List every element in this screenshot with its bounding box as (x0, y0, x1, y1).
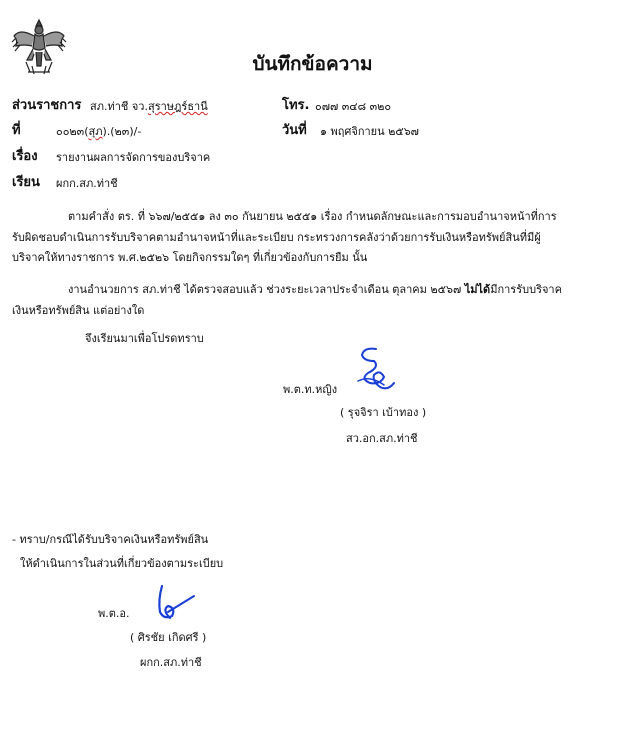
date-value: ๑ พฤศจิกายน ๒๕๖๗ (320, 125, 419, 138)
signer-1-rank: พ.ต.ท.หญิง (283, 383, 338, 396)
body-paragraph-1 (12, 207, 608, 269)
signer-2-position: ผกก.สภ.ท่าชี (140, 656, 202, 669)
agency-label: ส่วนราชการ (12, 98, 82, 113)
p2-line1-bold: ไม่ได้ (464, 283, 491, 296)
subject-label: เรื่อง (12, 149, 38, 164)
memo-title: บันทึกข้อความ (252, 53, 373, 75)
signature-2-icon (148, 582, 200, 624)
endorsement-line-1: - ทราบ/กรณีได้รับบริจาคเงินหรือทรัพย์สิน (12, 533, 209, 546)
signer-2-name: ( ศิรชัย เกิดศรี ) (130, 631, 207, 644)
signer-2-rank: พ.ต.อ. (98, 607, 130, 620)
subject-value: รายงานผลการจัดการของบริจาค (56, 151, 211, 164)
number-value-mid: สุภ (88, 125, 103, 138)
agency-value-prefix: สภ.ท่าชี จว. (90, 100, 148, 113)
to-label: เรียน (12, 175, 40, 190)
signer-1-name: ( รุจจิรา เบ้าทอง ) (340, 406, 427, 419)
p2-line2: เงินหรือทรัพย์สิน แต่อย่างใด (12, 303, 145, 317)
p1-line1: ตามคำสั่ง ตร. ที่ ๖๖๗/๒๕๕๑ ลง ๓๐ กันยายน ๒๕๕๑ เรื่อง กำหนดลักษณะและการมอบอำนาจหน้าที่การ (68, 210, 557, 223)
agency-value-province: สุราษฎร์ธานี (147, 100, 208, 113)
number-label: ที่ (12, 123, 21, 138)
number-value-pre: ๐๐๒๓( (56, 125, 89, 138)
phone-label: โทร. (282, 98, 310, 113)
to-value: ผกก.สภ.ท่าชี (56, 177, 118, 190)
p1-line3: บริจาคให้ทางราชการ พ.ศ.๒๕๒๖ โดยกิจกรรมใดๆ ที่เกี่ยวข้องกับการยืม นั้น (12, 251, 368, 264)
agency-value (90, 99, 208, 114)
endorsement-line-2: ให้ดำเนินการในส่วนที่เกี่ยวข้องตามระเบียบ (20, 557, 224, 570)
body-paragraph-2 (12, 280, 608, 321)
p1-line2: รับผิดชอบดำเนินการรับบริจาคตามอำนาจหน้าที่และระเบียบ กระทรวงการคลังว่าด้วยการรับเงินหรือทรัพย์สินที่มีผู้ (12, 230, 541, 244)
date-label: วันที่ (282, 123, 307, 138)
closing-line: จึงเรียนมาเพื่อโปรดทราบ (85, 332, 204, 345)
signature-1-icon (350, 345, 402, 395)
phone-value: ๐๗๗ ๓๔๘ ๓๒๐ (315, 100, 392, 113)
number-value-post: ).(๒๓)/- (102, 125, 142, 138)
signer-1-position: สว.อก.สภ.ท่าชี (346, 432, 418, 445)
number-value (56, 124, 141, 139)
p2-line1-b: มีการรับบริจาค (490, 283, 562, 296)
p2-line1-a: งานอำนวยการ สภ.ท่าชี ได้ตรวจสอบแล้ว ช่วงระยะเวลาประจำเดือน ตุลาคม ๒๕๖๗ (68, 283, 465, 296)
